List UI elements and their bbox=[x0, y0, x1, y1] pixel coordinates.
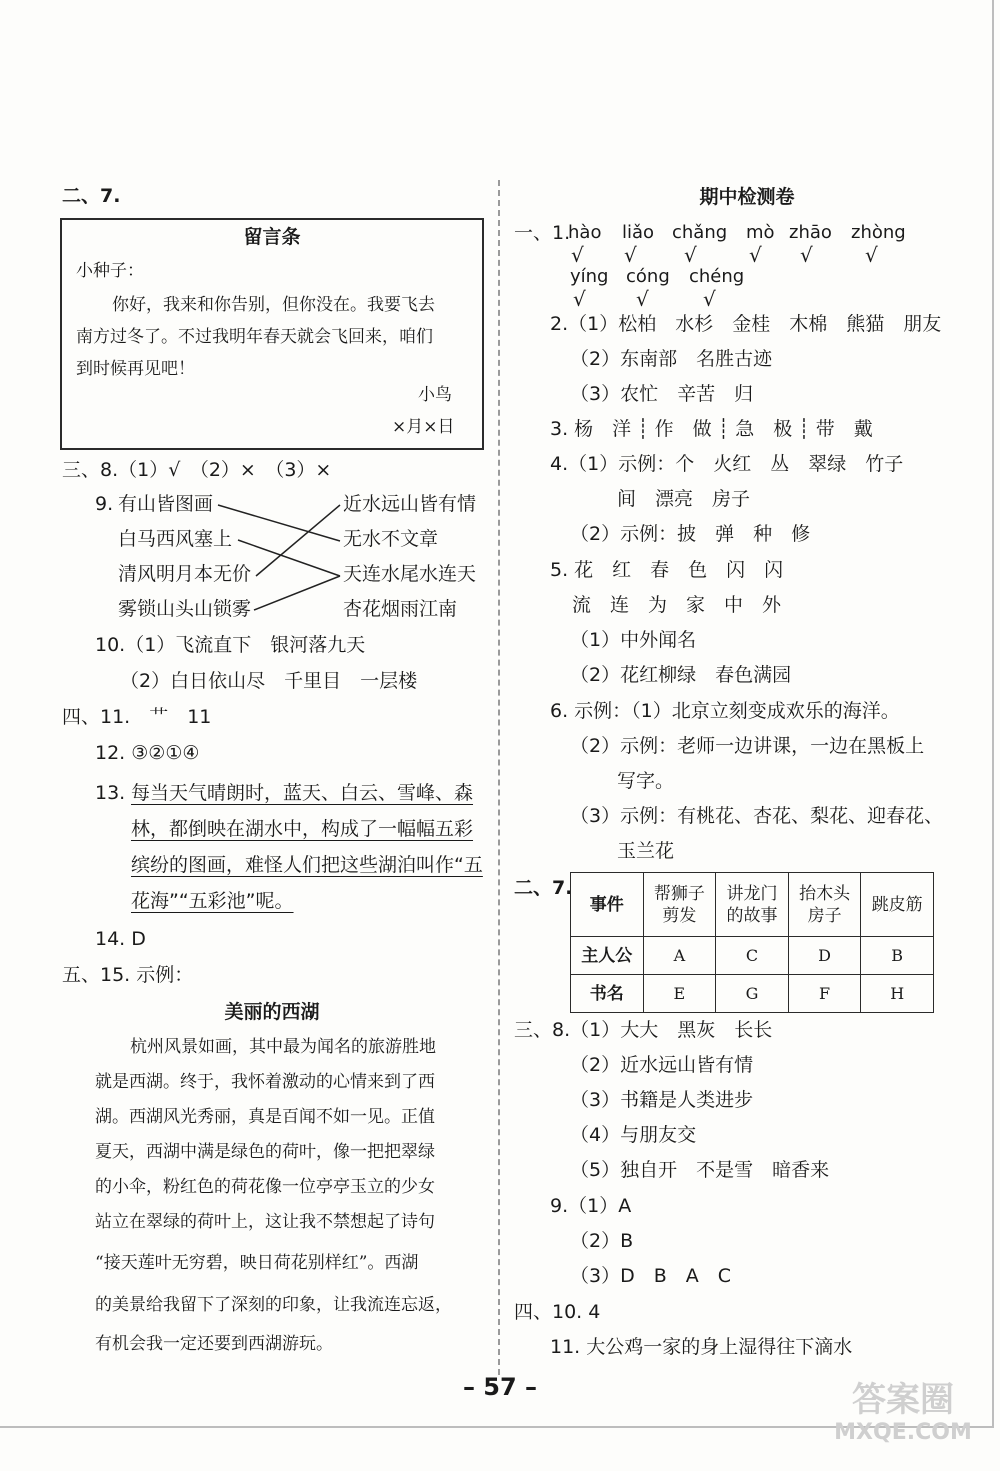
note-line-2: 南方过冬了。不过我明年春天就会飞回来，咱们 bbox=[76, 327, 433, 347]
match-line-4 bbox=[254, 576, 340, 610]
essay-line-6: 站立在翠绿的荷叶上，这让我不禁想起了诗句 bbox=[95, 1212, 435, 1232]
essay-title: 美丽的西湖 bbox=[224, 1001, 320, 1023]
right-q8-2: （2）近水远山皆有情 bbox=[570, 1054, 754, 1076]
q9-left-1: 有山皆图画 bbox=[118, 493, 214, 515]
q9-left-2: 白马西风塞上 bbox=[118, 528, 233, 550]
table-cell: A bbox=[643, 937, 716, 975]
right-q8-3: （3）书籍是人类进步 bbox=[570, 1089, 754, 1111]
right-q8-4: （4）与朋友交 bbox=[570, 1124, 697, 1146]
answer-table bbox=[570, 872, 934, 1013]
q9-right-1: 近水远山皆有情 bbox=[343, 493, 477, 515]
right-q9-3: （3）D B A C bbox=[570, 1265, 732, 1287]
table-header-event: 事件 bbox=[571, 873, 644, 937]
right-q2-3: （3）农忙 辛苦 归 bbox=[570, 383, 754, 405]
right-q3: 3. 杨 洋 ┊ 作 做 ┊ 急 极 ┊ 带 戴 bbox=[550, 418, 873, 440]
note-title: 留言条 bbox=[243, 226, 301, 248]
table-cell: C bbox=[716, 937, 789, 975]
check-mark-9: √ bbox=[703, 287, 716, 311]
note-line-1: 你好，我来和你告别，但你没在。我要飞去 bbox=[112, 295, 435, 315]
right-q11: 11. 大公鸡一家的身上湿得往下滴水 bbox=[550, 1336, 853, 1358]
check-mark-2: √ bbox=[624, 243, 637, 267]
right-q4-2: （2）示例：披 弹 种 修 bbox=[570, 523, 811, 545]
page-number: – 57 – bbox=[462, 1373, 538, 1401]
right-q6-3: （3）示例：有桃花、杏花、梨花、迎春花、 bbox=[570, 805, 944, 827]
right-q8-1: 三、8.（1）大大 黑灰 长长 bbox=[514, 1019, 773, 1041]
pinyin-4: mò bbox=[746, 222, 775, 243]
table-header-3b: 房子 bbox=[807, 905, 842, 926]
right-q5-1: （1）中外闻名 bbox=[570, 629, 697, 651]
left-q10-1: 10.（1）飞流直下 银河落九天 bbox=[95, 634, 366, 656]
right-q4-1b: 间 漂亮 房子 bbox=[617, 488, 751, 510]
right-q6-1: 6. 示例：（1）北京立刻变成欢乐的海洋。 bbox=[550, 700, 900, 722]
left-q10-2: （2）白日依山尽 千里目 一层楼 bbox=[120, 670, 418, 692]
check-mark-3: √ bbox=[684, 243, 697, 267]
left-q13-num: 13. bbox=[95, 782, 126, 804]
note-greeting: 小种子： bbox=[76, 261, 144, 281]
pinyin-2: liǎo bbox=[622, 222, 655, 243]
q9-left-3: 清风明月本无价 bbox=[118, 563, 252, 585]
note-signature: 小鸟 bbox=[418, 385, 452, 405]
left-q7-label: 二、7. bbox=[62, 185, 121, 207]
q9-left-4: 雾锁山头山锁雾 bbox=[118, 598, 252, 620]
table-header-1 bbox=[643, 873, 716, 937]
table-cell: D bbox=[788, 937, 861, 975]
check-mark-4: √ bbox=[749, 243, 762, 267]
table-header-4: 跳皮筋 bbox=[861, 873, 934, 937]
table-header-3 bbox=[788, 873, 861, 937]
left-q8: 三、8.（1）√ （2）× （3）× bbox=[62, 459, 332, 481]
right-title: 期中检测卷 bbox=[699, 186, 795, 208]
essay-line-2: 就是西湖。终于，我怀着激动的心情来到了西 bbox=[95, 1072, 435, 1092]
q9-right-4: 杏花烟雨江南 bbox=[343, 598, 458, 620]
right-q2-2: （2）东南部 名胜古迹 bbox=[570, 348, 773, 370]
table-cell: G bbox=[716, 975, 789, 1013]
table-header-1a: 帮狮子 bbox=[653, 883, 705, 904]
q13-line-4: 花海”“五彩池”呢。 bbox=[131, 890, 294, 912]
table-header-3a: 抬木头 bbox=[799, 883, 851, 904]
table-header-1b: 剪发 bbox=[662, 905, 697, 926]
right-q4-1: 4.（1）示例：个 火红 丛 翠绿 竹子 bbox=[550, 453, 904, 475]
right-q10: 四、10. 4 bbox=[514, 1301, 601, 1323]
right-q7-label: 二、7. bbox=[514, 877, 573, 899]
right-q6-2b: 写字。 bbox=[617, 770, 675, 792]
pinyin-5: zhāo bbox=[789, 222, 832, 243]
left-q9-label: 9. bbox=[95, 493, 114, 515]
right-q6-2: （2）示例：老师一边讲课，一边在黑板上 bbox=[570, 735, 925, 757]
match-line-3 bbox=[256, 505, 340, 576]
left-q12: 12. ③②①④ bbox=[95, 742, 200, 764]
table-header-2 bbox=[716, 873, 789, 937]
table-header-2a: 讲龙门 bbox=[726, 883, 778, 904]
left-q11: 四、11. 艹 11 bbox=[62, 706, 212, 728]
right-q5-2: （2）花红柳绿 春色满园 bbox=[570, 664, 792, 686]
check-mark-1: √ bbox=[571, 243, 584, 267]
right-q9-2: （2）B bbox=[570, 1230, 634, 1252]
essay-line-9: 有机会我一定还要到西湖游玩。 bbox=[95, 1334, 333, 1354]
table-cell: B bbox=[861, 937, 934, 975]
essay-line-5: 的小伞，粉红色的荷花像一位亭亭玉立的少女 bbox=[95, 1177, 435, 1197]
table-cell: F bbox=[788, 975, 861, 1013]
q13-line-3: 缤纷的图画，难怪人们把这些湖泊叫作“五 bbox=[131, 854, 483, 876]
table-cell: E bbox=[643, 975, 716, 1013]
q9-matching-lines bbox=[0, 0, 1000, 700]
pinyin-6: zhòng bbox=[851, 222, 906, 243]
table-row-book-label: 书名 bbox=[571, 975, 644, 1013]
essay-line-3: 湖。西湖风光秀丽，真是百闻不如一见。正值 bbox=[95, 1107, 435, 1127]
check-mark-5: √ bbox=[800, 243, 813, 267]
watermark-url: MXQE.COM bbox=[834, 1420, 972, 1445]
right-q5-b: 流 连 为 家 中 外 bbox=[572, 594, 782, 616]
essay-line-7: “接天莲叶无穷碧，映日荷花别样红”。西湖 bbox=[95, 1253, 419, 1273]
q9-right-2: 无水不文章 bbox=[343, 528, 439, 550]
table-header-2b: 的故事 bbox=[726, 905, 778, 926]
watermark-main: 答案圈 bbox=[852, 1380, 954, 1420]
note-line-3: 到时候再见吧！ bbox=[76, 359, 195, 379]
pinyin-3: chǎng bbox=[672, 222, 728, 243]
essay-line-8: 的美景给我留下了深刻的印象，让我流连忘返， bbox=[95, 1295, 452, 1315]
match-line-1 bbox=[218, 505, 340, 541]
right-q6-3b: 玉兰花 bbox=[617, 840, 675, 862]
check-mark-8: √ bbox=[636, 287, 649, 311]
pinyin-7: yíng bbox=[570, 266, 609, 287]
q13-line-2: 林，都倒映在湖水中，构成了一幅幅五彩 bbox=[131, 818, 474, 840]
pinyin-8: cóng bbox=[626, 266, 670, 287]
q13-line-1: 每当天气晴朗时，蓝天、白云、雪峰、森 bbox=[131, 782, 474, 804]
check-mark-7: √ bbox=[573, 287, 586, 311]
q9-right-3: 天连水尾水连天 bbox=[343, 563, 477, 585]
match-line-2 bbox=[238, 540, 340, 576]
essay-line-1: 杭州风景如画，其中最为闻名的旅游胜地 bbox=[130, 1037, 436, 1057]
left-q15: 五、15. 示例： bbox=[62, 964, 194, 986]
right-q2-1: 2.（1）松柏 水杉 金桂 木棉 熊猫 朋友 bbox=[550, 313, 942, 335]
check-mark-6: √ bbox=[865, 243, 878, 267]
essay-line-4: 夏天，西湖中满是绿色的荷叶，像一把把翠绿 bbox=[95, 1142, 435, 1162]
right-q1-label: 一、1. bbox=[514, 222, 571, 244]
watermark bbox=[808, 1380, 998, 1446]
table-row-protagonist-label: 主人公 bbox=[571, 937, 644, 975]
right-q8-5: （5）独自开 不是雪 暗香来 bbox=[570, 1159, 830, 1181]
left-q14: 14. D bbox=[95, 928, 146, 950]
pinyin-1: hào bbox=[568, 222, 602, 243]
right-q9-1: 9.（1）A bbox=[550, 1195, 632, 1217]
right-q5-a: 5. 花 红 春 色 闪 闪 bbox=[550, 559, 784, 581]
note-date: ×月×日 bbox=[392, 417, 455, 437]
pinyin-9: chéng bbox=[689, 266, 745, 287]
table-cell: H bbox=[861, 975, 934, 1013]
